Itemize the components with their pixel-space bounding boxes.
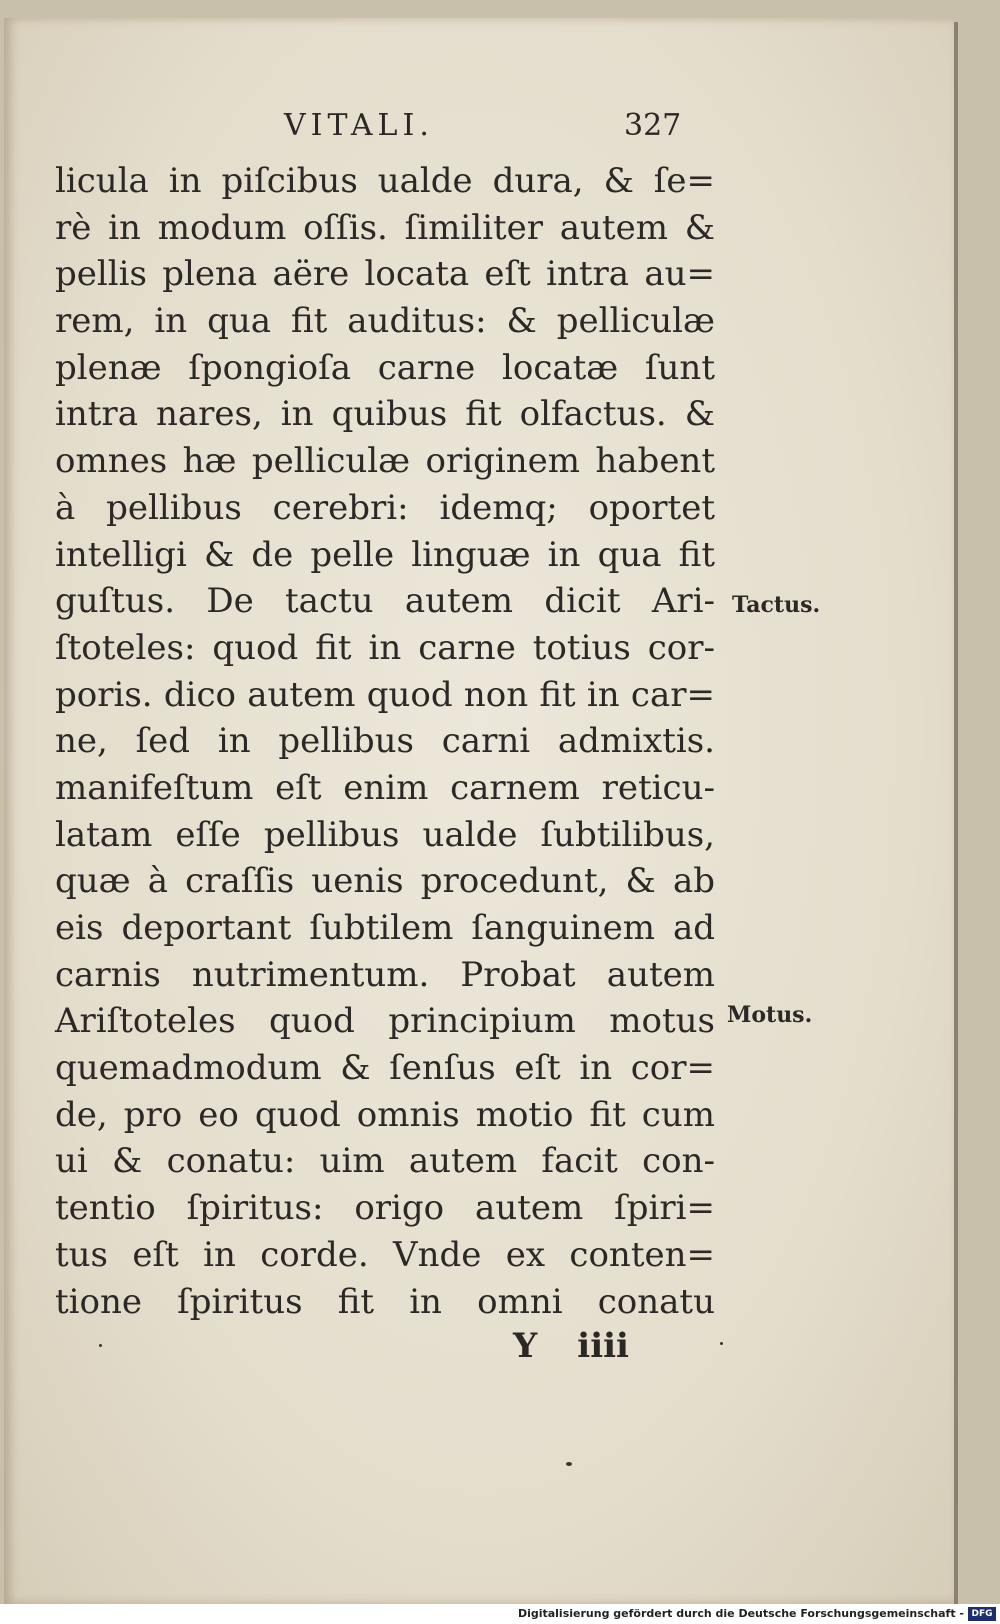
running-head: VITALI. xyxy=(284,108,434,143)
text-line: rem, in qua fit auditus: & pelliculæ xyxy=(55,301,715,342)
credit-text: Digitalisierung gefördert durch die Deutsche Forschungsgemeinschaft - xyxy=(517,1607,964,1620)
text-line: tus eſt in corde. Vnde ex conten= xyxy=(55,1234,715,1275)
text-line: rè in modum oſſis. ſimiliter autem & xyxy=(55,207,715,248)
text-line: poris. dico autem quod non fit in car= xyxy=(55,674,715,715)
text-line: pellis plena aëre locata eſt intra au= xyxy=(55,254,715,295)
text-line: quæ à craſſis uenis procedunt, & ab xyxy=(55,861,715,902)
signature-letter: Y xyxy=(513,1326,538,1366)
text-line: latam eſſe pellibus ualde ſubtilibus, xyxy=(55,814,715,855)
text-line: Ariſtoteles quod principium motus xyxy=(55,1001,715,1042)
text-line: omnes hæ pelliculæ originem habent xyxy=(55,441,715,482)
text-line: de, pro eo quod omnis motio fit cum xyxy=(55,1094,715,1135)
text-line: carnis nutrimentum. Probat autem xyxy=(55,954,715,995)
text-line: intelligi & de pelle linguæ in qua fit xyxy=(55,534,715,575)
text-line: ui & conatu: uim autem facit con- xyxy=(55,1141,715,1182)
signature-numeral: iiii xyxy=(577,1326,629,1366)
text-line: tentio ſpiritus: origo autem ſpiri= xyxy=(55,1188,715,1229)
text-line: à pellibus cerebri: idemq; oportet xyxy=(55,487,715,528)
text-line: intra nares, in quibus fit olfactus. & xyxy=(55,394,715,435)
margin-note-tactus: Tactus. xyxy=(732,592,821,618)
ink-speck xyxy=(566,1462,572,1466)
margin-note-motus: Motus. xyxy=(727,1002,813,1028)
text-line: ne, ſed in pellibus carni admixtis. xyxy=(55,721,715,762)
ink-speck xyxy=(720,1342,723,1345)
page-header xyxy=(0,108,1000,148)
credit-bar xyxy=(0,1604,1000,1624)
signature-mark xyxy=(513,1326,669,1366)
text-line: quemadmodum & ſenſus eſt in cor= xyxy=(55,1048,715,1089)
page-edge xyxy=(954,22,958,1604)
text-line: guſtus. De tactu autem dicit Ari- xyxy=(55,581,715,622)
text-line: plenæ ſpongioſa carne locatæ ſunt xyxy=(55,347,715,388)
text-line: tione ſpiritus fit in omni conatu xyxy=(55,1281,715,1322)
text-line: eis deportant ſubtilem ſanguinem ad xyxy=(55,908,715,948)
text-line: licula in piſcibus ualde dura, & ſe= xyxy=(55,161,715,201)
text-line: manifeſtum eſt enim carnem reticu- xyxy=(55,767,715,808)
text-line: ſtoteles: quod fit in carne totius cor- xyxy=(55,627,715,668)
body-text xyxy=(55,158,715,1325)
ink-speck xyxy=(99,1344,102,1347)
page-number: 327 xyxy=(624,108,682,143)
dfg-logo: DFG xyxy=(968,1607,996,1621)
